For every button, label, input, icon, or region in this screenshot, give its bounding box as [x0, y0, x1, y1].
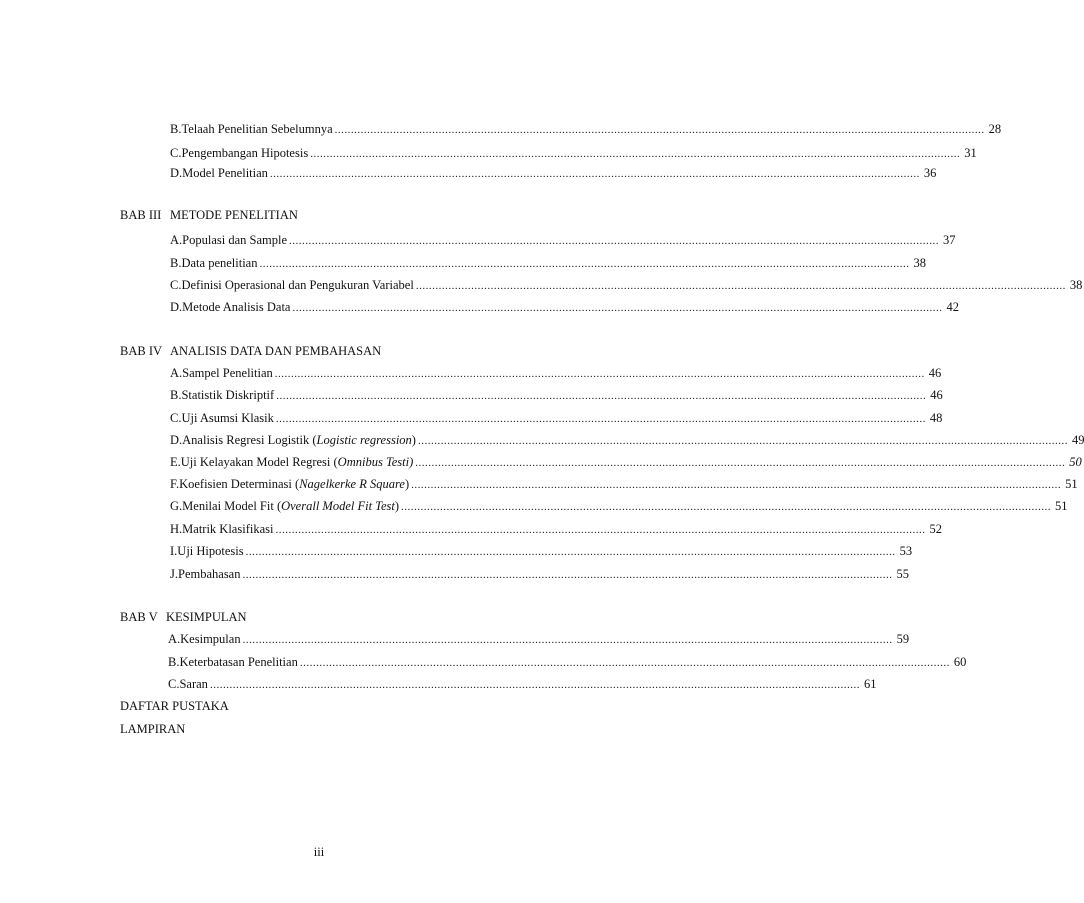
leader-dots: ........................................................................................................................................................................................................ [276, 390, 927, 402]
page-number: iii [313, 845, 325, 859]
toc-entry [170, 431, 1084, 449]
chapter-heading [120, 342, 381, 360]
leader-dots: ........................................................................................................................................................................................................ [242, 634, 893, 646]
toc-entry-page: 50 [1069, 455, 1082, 469]
toc-entry-page: 38 [1069, 278, 1083, 292]
toc-entry-title: Pembahasan [178, 567, 241, 581]
toc-entry [170, 542, 913, 560]
toc-entry [170, 565, 909, 583]
toc-entry-letter: I. [170, 544, 178, 558]
toc-entry-page: 31 [964, 146, 977, 160]
toc-entry-title: Uji Hipotesis [177, 544, 244, 558]
leader-dots: ........................................................................................................................................................................................................ [275, 524, 926, 536]
leader-dots: ........................................................................................................................................................................................................ [401, 501, 1052, 513]
toc-entry-page: 55 [896, 567, 909, 581]
chapter-heading [120, 608, 247, 626]
chapter-title: METODE PENELITIAN [170, 208, 298, 222]
toc-entry-page: 59 [896, 632, 910, 646]
leader-dots: ........................................................................................................................................................................................................ [209, 679, 860, 691]
toc-entry-page: 60 [953, 655, 967, 669]
toc-entry [170, 144, 977, 162]
toc-entry-letter: C. [168, 677, 180, 691]
toc-entry-letter: C. [170, 411, 182, 425]
toc-entry [168, 630, 910, 648]
toc-entry [168, 653, 967, 671]
toc-entry-title: Keterbatasan Penelitian [179, 655, 298, 669]
toc-entry [170, 386, 943, 404]
chapter-title: ANALISIS DATA DAN PEMBAHASAN [170, 344, 382, 358]
toc-entry-letter: D. [170, 433, 183, 447]
leader-dots: ........................................................................................................................................................................................................ [245, 546, 896, 558]
leader-dots: ........................................................................................................................................................................................................ [259, 258, 910, 270]
toc-entry-letter: A. [170, 233, 183, 247]
chapter-title: KESIMPULAN [166, 610, 247, 624]
toc-entry [170, 298, 959, 316]
chapter-number: BAB V [120, 610, 158, 624]
toc-entry-page: 48 [929, 411, 943, 425]
toc-entry [170, 120, 1002, 138]
toc-entry-letter: J. [170, 567, 178, 581]
toc-entry-title: Model Penelitian [182, 166, 268, 180]
leader-dots: ........................................................................................................................................................................................................ [289, 235, 940, 247]
toc-entry-page: 36 [923, 166, 937, 180]
toc-entry-title: Sampel Penelitian [182, 366, 273, 380]
toc-entry-letter: C. [170, 146, 182, 160]
leader-dots: ........................................................................................................................................................................................................ [274, 368, 925, 380]
toc-entry-letter: B. [170, 122, 182, 136]
chapter-number: BAB IV [120, 344, 163, 358]
toc-entry-page: 52 [929, 522, 942, 536]
toc-entry-page: 42 [946, 300, 959, 314]
lampiran-heading: LAMPIRAN [120, 722, 186, 736]
toc-entry-page: 51 [1065, 477, 1078, 491]
toc-entry-page: 28 [988, 122, 1002, 136]
toc-entry-title: Saran [179, 677, 208, 691]
toc-entry-page: 51 [1055, 499, 1068, 513]
leader-dots: ........................................................................................................................................................................................................ [275, 413, 926, 425]
toc-entry-page: 46 [930, 388, 943, 402]
toc-entry-letter: A. [168, 632, 181, 646]
chapter-number: BAB III [120, 208, 162, 222]
toc-entry-page: 46 [928, 366, 942, 380]
toc-entry-title: Pengembangan Hipotesis [181, 146, 309, 160]
daftar-pustaka-heading: DAFTAR PUSTAKA [120, 699, 229, 713]
toc-entry-title: Uji Asumsi Klasik [181, 411, 274, 425]
leader-dots: ........................................................................................................................................................................................................ [299, 657, 950, 669]
toc-entry-letter: D. [170, 300, 183, 314]
toc-entry-title: Analisis Regresi Logistik (Logistic regression) [182, 433, 416, 447]
toc-entry-page: 37 [943, 233, 956, 247]
leader-dots: ........................................................................................................................................................................................................ [415, 457, 1066, 469]
chapter-heading [120, 206, 298, 224]
toc-entry-page: 49 [1071, 433, 1084, 447]
toc-entry [170, 520, 942, 538]
toc-entry-letter: B. [170, 388, 182, 402]
toc-entry-title: Koefisien Determinasi (Nagelkerke R Square) [179, 477, 410, 491]
toc-entry [170, 231, 956, 249]
toc-entry [170, 164, 937, 182]
leader-dots: ........................................................................................................................................................................................................ [292, 302, 943, 314]
toc-entry-letter: G. [170, 499, 183, 513]
toc-entry [170, 276, 1083, 294]
leader-dots: ........................................................................................................................................................................................................ [310, 148, 961, 160]
leader-dots: ........................................................................................................................................................................................................ [334, 124, 985, 136]
toc-entry-letter: D. [170, 166, 183, 180]
toc-entry-title: Metode Analisis Data [182, 300, 291, 314]
toc-entry-title: Kesimpulan [180, 632, 241, 646]
toc-entry-title: Statistik Diskriptif [181, 388, 275, 402]
toc-entry-letter: H. [170, 522, 183, 536]
toc-entry-letter: B. [170, 256, 182, 270]
toc-entry-letter: C. [170, 278, 182, 292]
toc-entry [170, 254, 926, 272]
toc-entry-page: 61 [863, 677, 877, 691]
toc-entry-title: Data penelitian [181, 256, 258, 270]
toc-entry-title: Definisi Operasional dan Pengukuran Variabel [181, 278, 414, 292]
toc-entry-title: Uji Kelayakan Model Regresi (Omnibus Testi) [180, 455, 414, 469]
leader-dots: ........................................................................................................................................................................................................ [415, 280, 1066, 292]
toc-entry-letter: A. [170, 366, 183, 380]
leader-dots: ........................................................................................................................................................................................................ [417, 435, 1068, 447]
toc-entry [170, 409, 943, 427]
toc-entry-letter: F. [170, 477, 180, 491]
toc-entry-letter: B. [168, 655, 180, 669]
toc-entry [170, 497, 1068, 515]
toc-entry-title: Populasi dan Sample [182, 233, 288, 247]
toc-entry-page: 38 [913, 256, 926, 270]
toc-entry [170, 364, 942, 382]
toc-entry-page: 53 [899, 544, 913, 558]
toc-entry [170, 475, 1078, 493]
toc-entry-title: Telaah Penelitian Sebelumnya [181, 122, 333, 136]
toc-entry-title: Matrik Klasifikasi [182, 522, 274, 536]
toc-entry-letter: E. [170, 455, 181, 469]
leader-dots: ........................................................................................................................................................................................................ [411, 479, 1062, 491]
leader-dots: ........................................................................................................................................................................................................ [242, 569, 893, 581]
toc-entry [170, 453, 1082, 471]
leader-dots: ........................................................................................................................................................................................................ [269, 168, 920, 180]
toc-entry [168, 675, 877, 693]
toc-entry-title: Menilai Model Fit (Overall Model Fit Test) [182, 499, 400, 513]
